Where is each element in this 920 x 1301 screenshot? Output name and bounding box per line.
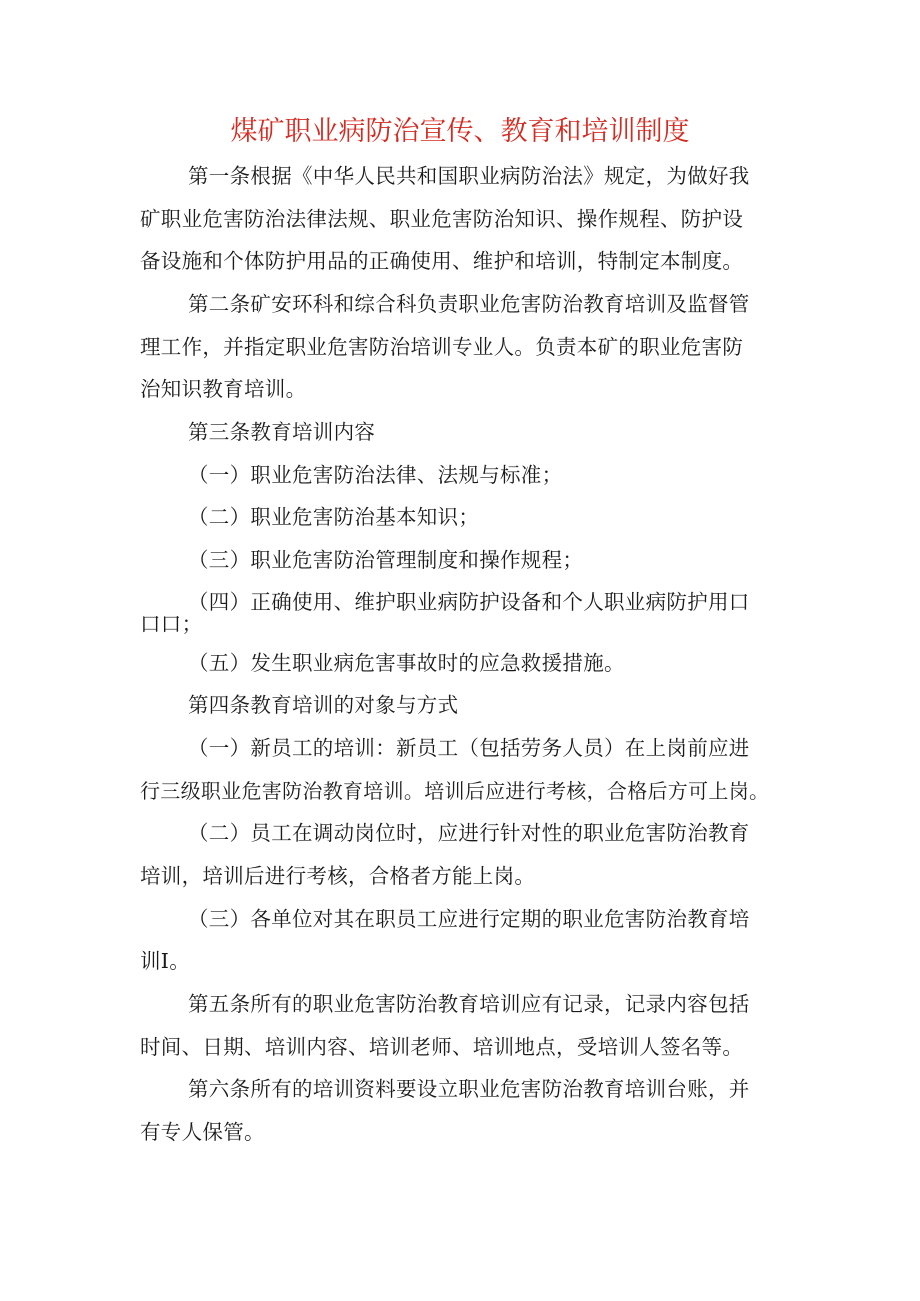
paragraph-line: （二）职业危害防治基本知识； xyxy=(188,505,480,529)
paragraph-line: 备设施和个体防护用品的正确使用、维护和培训，特制定本制度。 xyxy=(140,249,744,273)
paragraph-line: 有专人保管。 xyxy=(140,1120,265,1144)
paragraph-line: （一）新员工的培训：新员工（包括劳务人员）在上岗前应进 xyxy=(188,736,750,760)
paragraph-line: 训I。 xyxy=(140,949,190,973)
paragraph-line: （一）职业危害防治法律、法规与标准； xyxy=(188,463,563,487)
paragraph-line: 第三条教育培训内容 xyxy=(188,420,376,444)
paragraph-line: 治知识教育培训。 xyxy=(140,377,307,401)
paragraph-line: （四）正确使用、维护职业病防护设备和个人职业病防护用口 xyxy=(188,590,750,614)
paragraph-line: （五）发生职业病危害事故时的应急救援措施。 xyxy=(188,651,625,675)
paragraph-line: 第六条所有的培训资料要设立职业危害防治教育培训台账，并 xyxy=(188,1077,750,1101)
paragraph-line: （二）员工在调动岗位时，应进行针对性的职业危害防治教育 xyxy=(188,821,750,845)
paragraph-line: 第四条教育培训的对象与方式 xyxy=(188,693,459,717)
paragraph-line: 培训，培训后进行考核，合格者方能上岗。 xyxy=(140,864,536,888)
document-title: 煤矿职业病防治宣传、教育和培训制度 xyxy=(230,116,690,147)
paragraph-line: （三）各单位对其在职员工应进行定期的职业危害防治教育培 xyxy=(188,907,750,931)
paragraph-line: 第五条所有的职业危害防治教育培训应有记录，记录内容包括 xyxy=(188,992,750,1016)
paragraph-line: 理工作，并指定职业危害防治培训专业人。负责本矿的职业危害防 xyxy=(140,335,744,359)
paragraph-line: 第二条矿安环科和综合科负责职业危害防治教育培训及监督管 xyxy=(188,292,750,316)
paragraph-line: 第一条根据《中华人民共和国职业病防治法》规定，为做好我 xyxy=(188,164,750,188)
paragraph-line: 矿职业危害防治法律法规、职业危害防治知识、操作规程、防护设 xyxy=(140,207,744,231)
paragraph-line: 时间、日期、培训内容、培训老师、培训地点，受培训人签名等。 xyxy=(140,1035,744,1059)
paragraph-line: 口口； xyxy=(140,612,203,636)
paragraph-line: 行三级职业危害防治教育培训。培训后应进行考核，合格后方可上岗。 xyxy=(140,779,770,803)
paragraph-line: （三）职业危害防治管理制度和操作规程； xyxy=(188,548,584,572)
